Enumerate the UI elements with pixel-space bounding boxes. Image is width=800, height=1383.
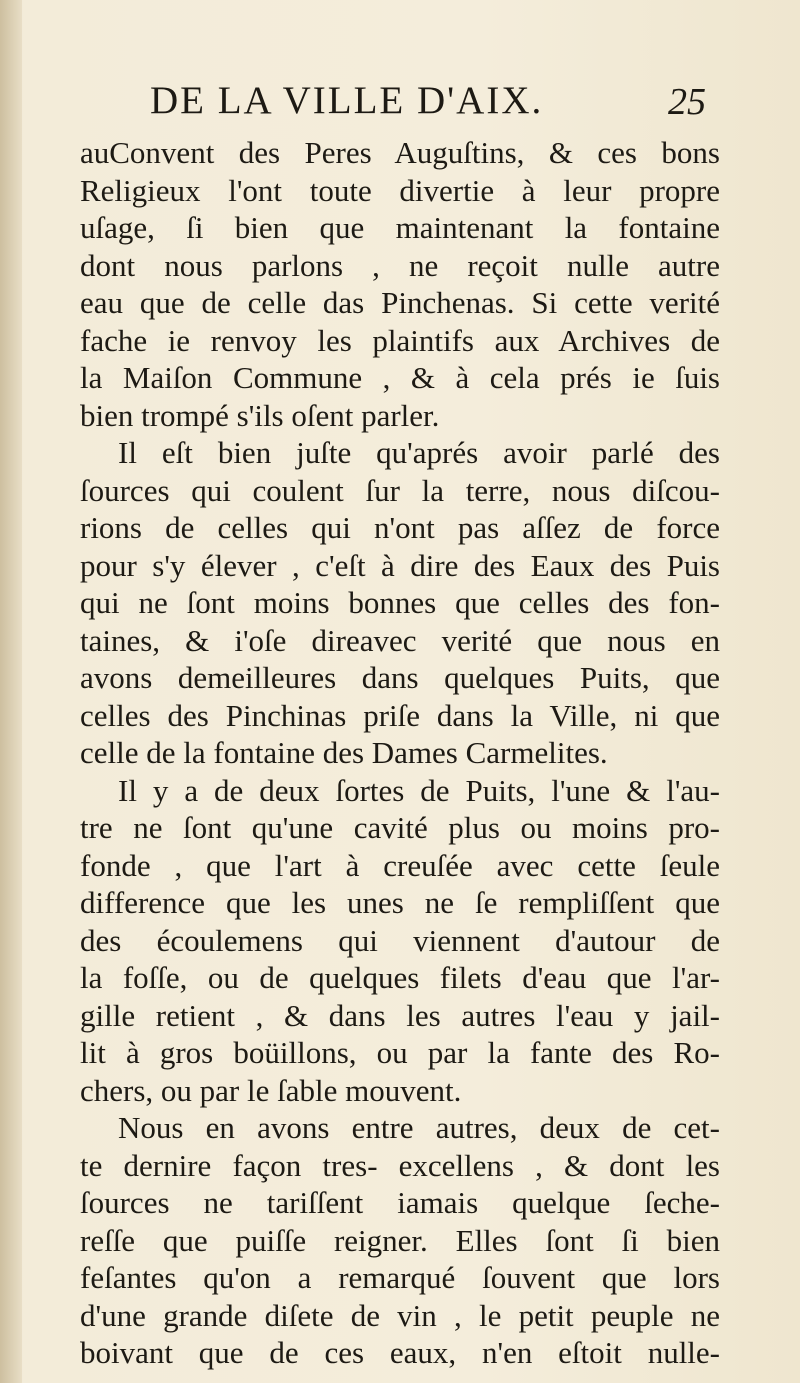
text-line: ſources ne tariſſent iamais quelque ſeche- bbox=[80, 1185, 720, 1220]
running-head bbox=[150, 78, 640, 123]
text-line: taines, & i'oſe direavec verité que nous en bbox=[80, 622, 720, 658]
text-line: ſources qui coulent ſur la terre, nous diſcou- bbox=[80, 472, 720, 508]
text-line: boivant que de ces eaux, n'en eſtoit nulle- bbox=[80, 1335, 720, 1370]
text-line: lit à gros boüillons, ou par la fante des Ro- bbox=[80, 1035, 720, 1070]
text-line: d'une grande diſete de vin , le petit peuple ne bbox=[80, 1297, 720, 1333]
text-line: qui ne ſont moins bonnes que celles des fon- bbox=[80, 585, 720, 620]
text-line: la Maiſon Commune , & à cela prés ie ſuis bbox=[80, 360, 720, 395]
text-line: eau que de celle das Pinchenas. Si cette verité bbox=[80, 285, 720, 320]
text-line: Religieux l'ont toute divertie à leur propre bbox=[80, 172, 720, 208]
running-title: DE LA VILLE D'AIX. bbox=[150, 79, 544, 122]
text-line: feſantes qu'on a remarqué ſouvent que lors bbox=[80, 1260, 720, 1295]
text-line: reſſe que puiſſe reigner. Elles ſont ſi bien bbox=[80, 1222, 720, 1258]
text-line: difference que les unes ne ſe rempliſſent que bbox=[80, 885, 720, 920]
text-line: Nous en avons entre autres, deux de cet- bbox=[118, 1110, 720, 1145]
text-line: pour s'y élever , c'eſt à dire des Eaux des Puis bbox=[80, 547, 720, 583]
text-line: uſage, ſi bien que maintenant la fontaine bbox=[80, 210, 720, 245]
body-text bbox=[80, 134, 720, 1372]
text-line: dont nous parlons , ne reçoit nulle autre bbox=[80, 247, 720, 283]
text-line: fonde , que l'art à creuſée avec cette ſeule bbox=[80, 847, 720, 883]
text-line: la foſſe, ou de quelques filets d'eau que l'ar- bbox=[80, 960, 720, 995]
text-line: celle de la fontaine des Dames Carmelites. bbox=[80, 735, 608, 770]
text-line: chers, ou par le ſable mouvent. bbox=[80, 1072, 462, 1108]
page-number: 25 bbox=[668, 81, 706, 123]
text-line: des écoulemens qui viennent d'autour de bbox=[80, 922, 720, 958]
page-gutter-shadow bbox=[0, 0, 22, 1383]
text-line: auConvent des Peres Auguſtins, & ces bons bbox=[80, 135, 720, 170]
text-line: avons demeilleures dans quelques Puits, que bbox=[80, 660, 720, 695]
text-line: rions de celles qui n'ont pas aſſez de force bbox=[80, 510, 720, 545]
text-line: te dernire façon tres- excellens , & dont les bbox=[80, 1147, 720, 1183]
text-line: tre ne ſont qu'une cavité plus ou moins pro- bbox=[80, 810, 720, 845]
text-line: Il y a de deux ſortes de Puits, l'une & l'au- bbox=[118, 772, 720, 808]
text-line: Il eſt bien juſte qu'aprés avoir parlé des bbox=[118, 435, 720, 470]
text-line: fache ie renvoy les plaintifs aux Archives de bbox=[80, 322, 720, 358]
text-line: bien trompé s'ils oſent parler. bbox=[80, 397, 440, 433]
text-line: gille retient , & dans les autres l'eau y jail- bbox=[80, 997, 720, 1033]
text-line: celles des Pinchinas priſe dans la Ville, ni que bbox=[80, 697, 720, 733]
